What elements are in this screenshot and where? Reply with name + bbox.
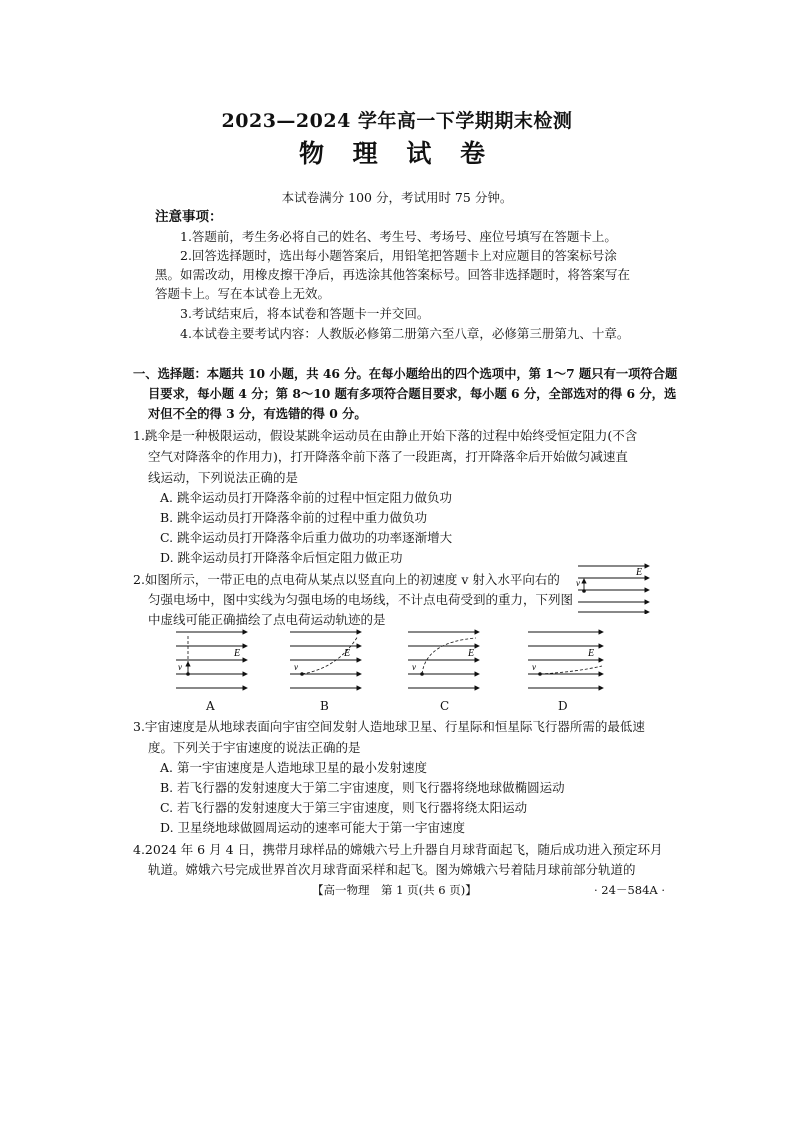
velocity-label: v	[178, 662, 182, 672]
notice-title: 注意事项：	[155, 209, 223, 225]
q2-option-d-figure	[526, 628, 606, 696]
q2-option-b-figure	[288, 628, 364, 696]
paper-code: · 24－584A ·	[594, 883, 666, 897]
score-line: 本试卷满分 100 分，考试用时 75 分钟。	[281, 190, 513, 205]
q1-stem: 线运动，下列说法正确的是	[148, 470, 299, 485]
section-instruction: 对但不全的得 3 分，有选错的得 0 分。	[148, 406, 367, 421]
q2-field-figure	[576, 562, 652, 614]
q3-stem: 度。下列关于宇宙速度的说法正确的是	[148, 740, 361, 755]
q3-option-d: D. 卫星绕地球做圆周运动的速率可能大于第一宇宙速度	[160, 820, 466, 835]
q1-option-a: A. 跳伞运动员打开降落伞前的过程中恒定阻力做负功	[160, 490, 452, 505]
option-c-label: C	[440, 699, 450, 713]
q4-stem: 轨道。嫦娥六号完成世界首次月球背面采样和起飞。图为嫦娥六号着陆月球前部分轨道的	[148, 862, 636, 877]
velocity-label: v	[412, 662, 416, 672]
field-label: E	[588, 648, 595, 659]
q3-option-a: A. 第一宇宙速度是人造地球卫星的最小发射速度	[160, 760, 427, 775]
q3-option-c: C. 若飞行器的发射速度大于第三宇宙速度，则飞行器将绕太阳运动	[160, 800, 528, 815]
q2-stem: 中虚线可能正确描绘了点电荷运动轨迹的是	[148, 612, 386, 627]
q4-stem: 4.2024 年 6 月 4 日，携带月球样品的嫦娥六号上升器自月球背面起飞，随后成功进入预定环月	[133, 842, 663, 857]
field-label: E	[468, 648, 475, 659]
option-b-label: B	[320, 699, 329, 713]
note-line: 3.考试结束后，将本试卷和答题卡一并交回。	[180, 306, 430, 321]
q2-stem: 2.如图所示，一带正电的点电荷从某点以竖直向上的初速度 v 射入水平向右的	[133, 572, 560, 587]
q1-option-b: B. 跳伞运动员打开降落伞前的过程中重力做负功	[160, 510, 428, 525]
note-line: 黑。如需改动，用橡皮擦干净后，再选涂其他答案标号。回答非选择题时，将答案写在	[155, 267, 631, 282]
q1-stem: 1.跳伞是一种极限运动，假设某跳伞运动员在由静止开始下落的过程中始终受恒定阻力(不含	[133, 428, 638, 443]
velocity-label: v	[294, 662, 298, 672]
field-label: E	[344, 648, 351, 659]
subject-title: 物 理 试 卷	[298, 139, 496, 168]
field-label: E	[234, 648, 241, 659]
velocity-label: v	[576, 578, 580, 588]
option-d-label: D	[558, 699, 568, 713]
q1-option-d: D. 跳伞运动员打开降落伞后恒定阻力做正功	[160, 550, 403, 565]
q2-stem: 匀强电场中，图中实线为匀强电场的电场线，不计点电荷受到的重力，下列图	[148, 592, 574, 607]
note-line: 2.回答选择题时，选出每小题答案后，用铅笔把答题卡上对应题目的答案标号涂	[180, 248, 617, 263]
page-footer: 【高一物理 第 1 页(共 6 页)】	[312, 883, 477, 897]
field-label: E	[636, 567, 643, 578]
exam-title: 2023—2024 学年高一下学期期末检测	[221, 110, 573, 132]
section-instruction: 一、选择题：本题共 10 小题，共 46 分。在每小题给出的四个选项中，第 1～7 题只有一项符合题	[133, 366, 678, 381]
q2-option-a-figure	[174, 628, 250, 696]
note-line: 4.本试卷主要考试内容：人教版必修第二册第六至八章，必修第三册第九、十章。	[180, 326, 630, 341]
q3-stem: 3.宇宙速度是从地球表面向宇宙空间发射人造地球卫星、行星际和恒星际飞行器所需的最低速	[133, 719, 645, 734]
option-a-label: A	[206, 699, 215, 713]
q1-stem: 空气对降落伞的作用力)，打开降落伞前下落了一段距离，打开降落伞后开始做匀减速直	[148, 449, 628, 464]
note-line: 答题卡上。写在本试卷上无效。	[155, 286, 331, 301]
q2-option-c-figure	[406, 628, 482, 696]
note-line: 1.答题前，考生务必将自己的姓名、考生号、考场号、座位号填写在答题卡上。	[180, 229, 617, 244]
velocity-label: v	[532, 662, 536, 672]
section-instruction: 目要求，每小题 4 分；第 8～10 题有多项符合题目要求，每小题 6 分，全部选对的得 6 分，选	[148, 386, 677, 401]
q1-option-c: C. 跳伞运动员打开降落伞后重力做功的功率逐渐增大	[160, 530, 453, 545]
q3-option-b: B. 若飞行器的发射速度大于第二宇宙速度，则飞行器将绕地球做椭圆运动	[160, 780, 565, 795]
